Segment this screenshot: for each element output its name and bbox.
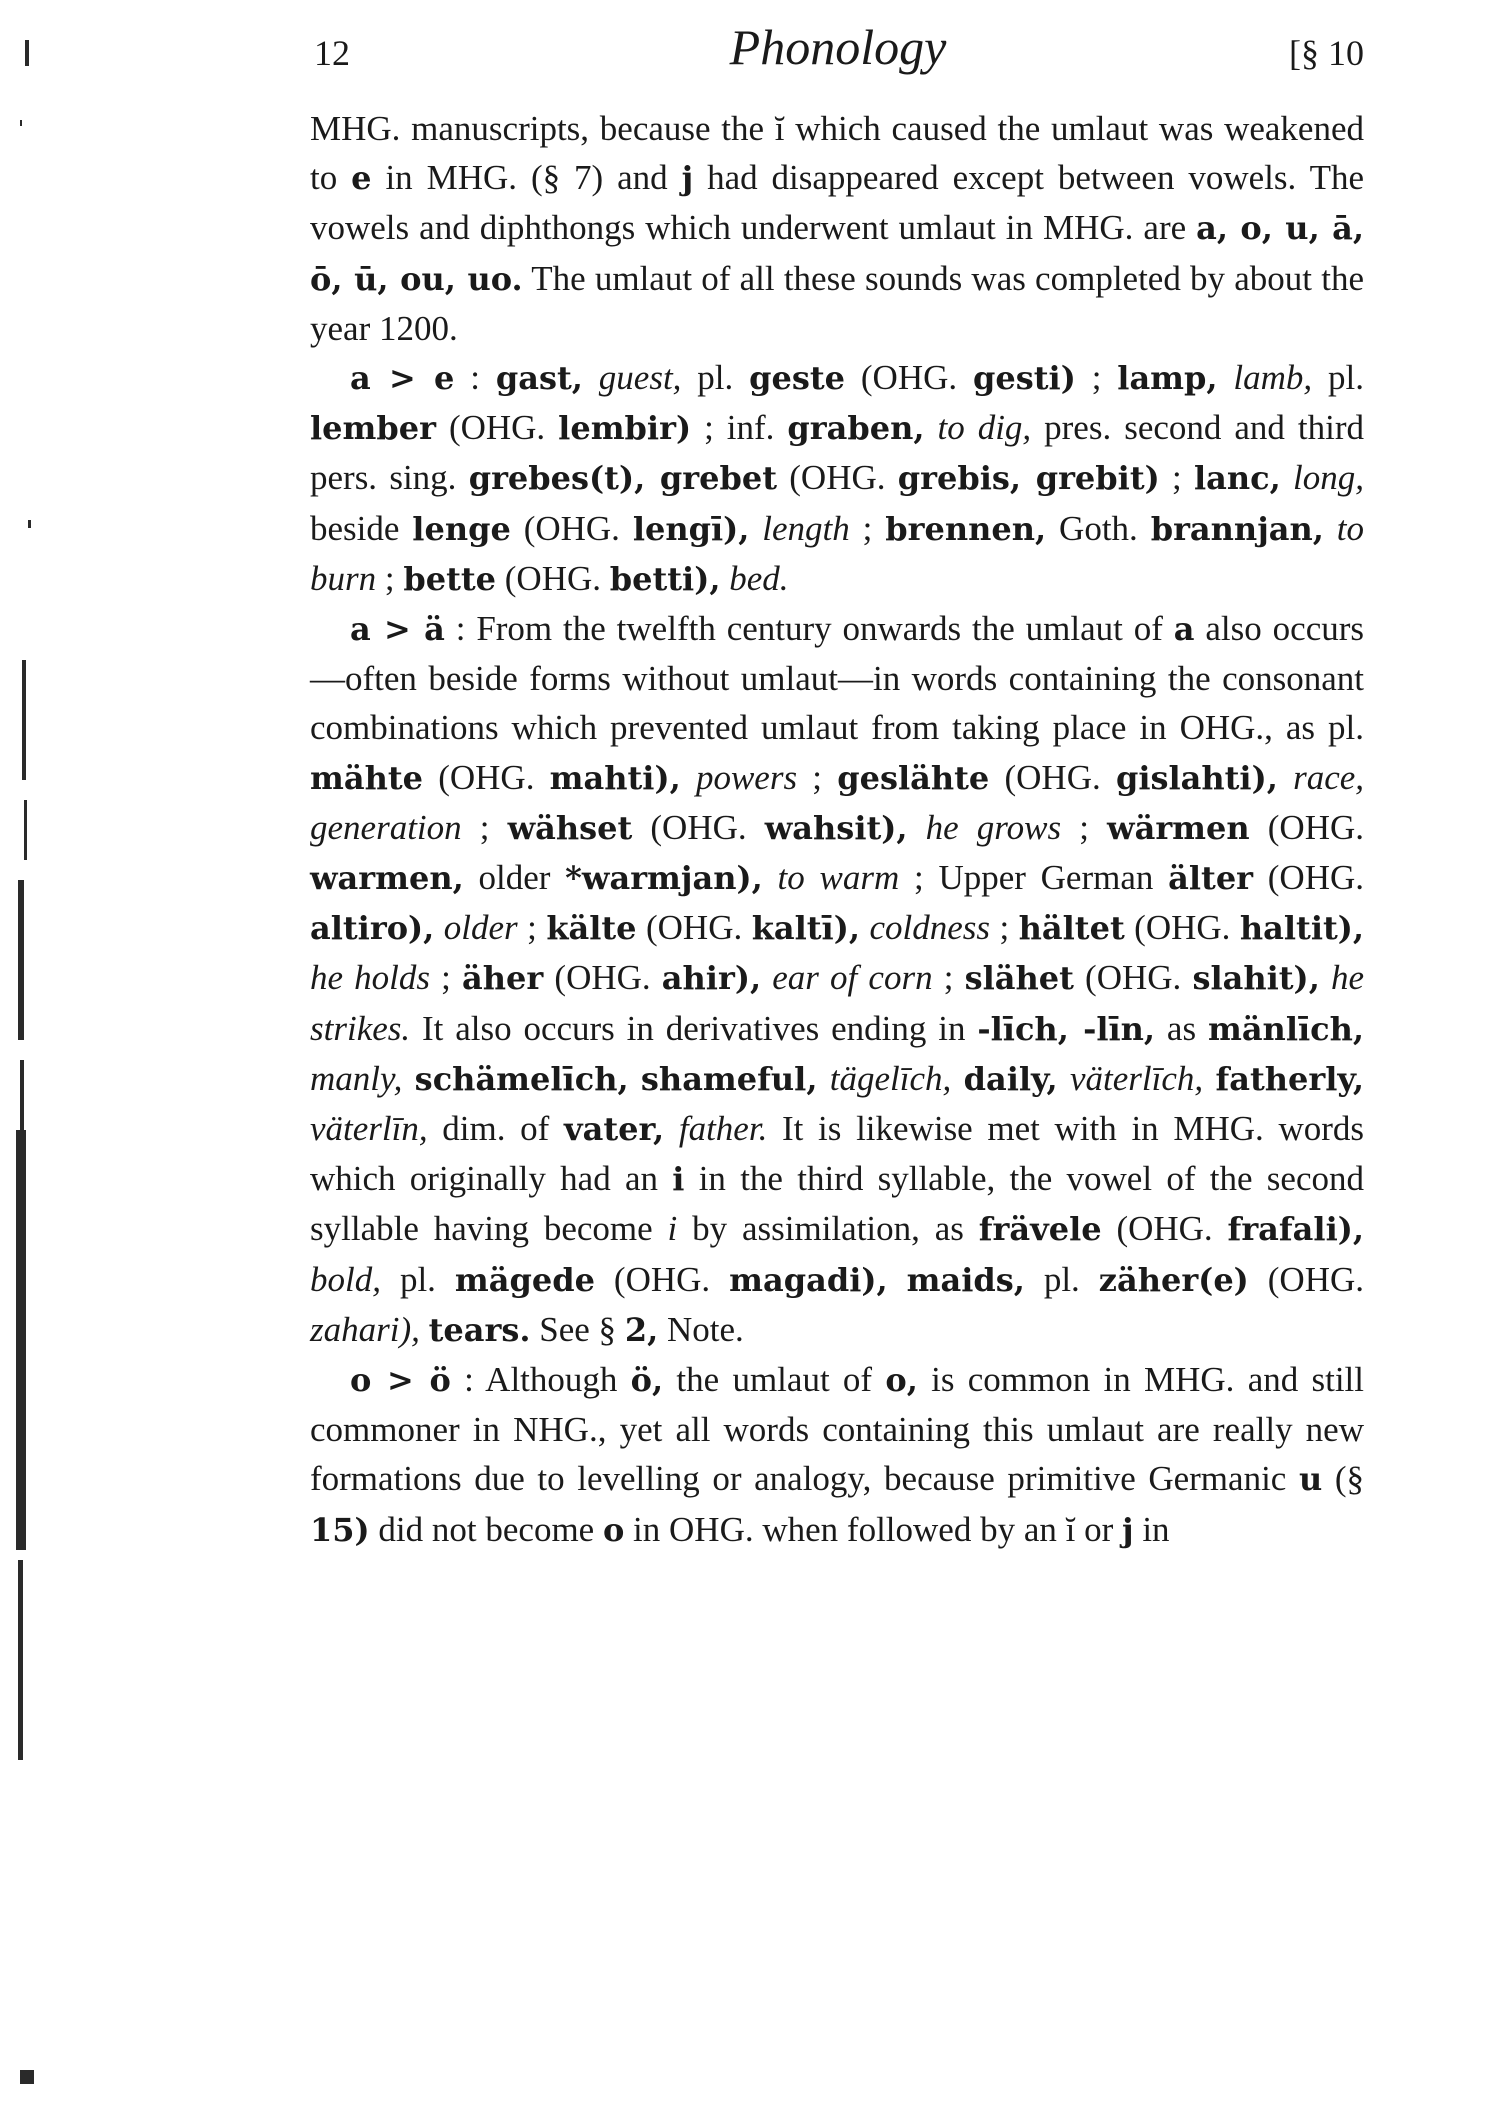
- text-run: magadi),: [729, 1260, 888, 1299]
- text-run: powers: [695, 757, 798, 797]
- text-run: [664, 1109, 679, 1148]
- text-run: [817, 1059, 829, 1098]
- text-run: haltit),: [1239, 909, 1365, 948]
- text-run: :: [454, 358, 496, 398]
- text-run: ;: [1061, 807, 1108, 847]
- text-run: brannjan,: [1150, 509, 1324, 548]
- text-run: grebes(t), grebet: [468, 459, 777, 498]
- text-run: (OHG.: [989, 757, 1116, 797]
- text-run: o: [602, 1510, 625, 1549]
- text-run: mägede: [454, 1260, 595, 1299]
- text-run: -līch, -līn,: [977, 1009, 1156, 1048]
- text-run: pl.: [681, 358, 750, 398]
- text-run: ;: [932, 958, 965, 998]
- text-run: (OHG.: [510, 508, 633, 548]
- text-run: the umlaut of: [663, 1360, 886, 1400]
- text-run: lamp,: [1117, 359, 1218, 398]
- text-run: pres. second and third pers. sing.: [310, 408, 1364, 498]
- text-run: gislahti),: [1115, 758, 1278, 797]
- text-run: mähte: [310, 758, 423, 797]
- text-run: ;: [1159, 458, 1194, 498]
- text-run: a > ä: [350, 610, 445, 649]
- text-run: gesti): [973, 359, 1076, 398]
- text-run: kälte: [546, 909, 637, 948]
- text-run: did not become: [369, 1509, 603, 1549]
- text-run: length: [762, 508, 850, 548]
- text-run: The umlaut of all these sounds was completed by about the year 1200.: [310, 258, 1364, 348]
- text-run: [1278, 758, 1293, 797]
- scan-margin-marks: [0, 0, 60, 2097]
- text-run: (OHG.: [435, 408, 559, 448]
- text-run: (OHG.: [845, 358, 973, 398]
- running-title: Phonology: [729, 19, 947, 75]
- page-number: 12: [314, 33, 350, 73]
- text-run: [888, 1260, 907, 1299]
- text-run: MHG. manuscripts, because the ĭ which caused the umlaut was weakened to: [310, 109, 1364, 198]
- text-run: [1320, 958, 1331, 997]
- text-run: is common in MHG. and still commoner in NHG., yet all words containing this umlaut are really new formations due to levelling or analogy, because primitive Germanic: [310, 1360, 1365, 1499]
- text-run: frafali),: [1227, 1210, 1364, 1249]
- text-run: 15): [310, 1510, 370, 1549]
- text-run: had disappeared except between vowels. The vowels and diphthongs which underwent umlaut in MHG. are: [310, 158, 1364, 248]
- text-run: (OHG.: [543, 958, 662, 998]
- text-run: ;: [376, 558, 404, 598]
- text-run: slahit),: [1192, 959, 1320, 998]
- text-run: i: [667, 1209, 678, 1249]
- text-run: ahir),: [661, 959, 762, 998]
- text-run: a > e: [350, 359, 455, 398]
- text-run: geste: [749, 359, 846, 398]
- text-run: gast,: [495, 359, 583, 398]
- body-text: [310, 104, 1364, 1555]
- text-run: ;: [461, 807, 508, 847]
- paragraph-a-to-e: [310, 353, 1364, 604]
- paragraph-a-to-ae: [310, 604, 1364, 1355]
- text-run: (OHG.: [1248, 1259, 1365, 1299]
- text-run: [749, 509, 762, 548]
- text-run: [1218, 358, 1234, 397]
- text-run: lengī),: [632, 509, 750, 548]
- text-run: (OHG.: [496, 558, 610, 598]
- text-run: zahari),: [310, 1309, 420, 1349]
- text-run: frävele: [978, 1210, 1102, 1249]
- text-run: [763, 858, 778, 897]
- text-run: [720, 559, 729, 598]
- text-run: o > ö: [350, 1361, 451, 1400]
- text-run: manly,: [310, 1058, 403, 1098]
- text-run: Goth.: [1046, 508, 1151, 548]
- text-run: tears.: [428, 1310, 531, 1349]
- text-run: lembir): [558, 409, 692, 448]
- text-run: (OHG.: [1101, 1209, 1228, 1249]
- text-run: mahti),: [549, 758, 681, 797]
- text-run: to warm: [777, 858, 900, 898]
- text-run: brennen,: [885, 509, 1047, 548]
- text-run: It is likewise met with in MHG. words which originally had an: [310, 1109, 1365, 1199]
- text-run: by assimilation, as: [677, 1209, 979, 1249]
- section-reference: [§ 10: [1289, 33, 1364, 73]
- text-run: (OHG.: [1073, 958, 1193, 998]
- text-run: Note.: [658, 1309, 744, 1349]
- text-run: (OHG.: [1249, 807, 1364, 847]
- text-run: e: [351, 159, 372, 198]
- text-run: to dig,: [937, 408, 1032, 448]
- text-run: coldness: [869, 908, 990, 948]
- text-run: (OHG.: [423, 757, 550, 797]
- text-run: ; Upper German: [899, 858, 1169, 898]
- paragraph-umlaut-intro: [310, 104, 1364, 353]
- text-run: guest,: [598, 358, 682, 398]
- text-run: he grows: [925, 807, 1062, 847]
- text-run: maids,: [906, 1260, 1025, 1299]
- text-run: grebis, grebit): [897, 459, 1160, 498]
- text-run: lamb,: [1233, 358, 1313, 398]
- text-run: [1203, 1059, 1215, 1098]
- text-run: as: [1155, 1008, 1208, 1048]
- text-run: (OHG.: [636, 908, 752, 948]
- text-run: slähet: [964, 959, 1074, 998]
- text-run: dim. of: [427, 1109, 565, 1149]
- text-run: geslähte: [837, 758, 990, 797]
- text-run: kaltī),: [751, 909, 860, 948]
- text-run: ;: [797, 757, 838, 797]
- text-run: (OHG.: [594, 1259, 730, 1299]
- text-run: (OHG.: [777, 458, 898, 498]
- text-run: j: [1122, 1510, 1134, 1549]
- text-run: pl.: [1312, 358, 1365, 398]
- text-run: : Although: [450, 1360, 631, 1400]
- text-run: : From the twelfth century onwards the umlaut of: [444, 609, 1174, 649]
- text-run: ;: [989, 908, 1019, 948]
- text-run: lenge: [412, 509, 511, 548]
- text-run: older: [443, 908, 518, 948]
- text-run: warmen,: [310, 859, 464, 898]
- text-run: [1281, 458, 1293, 497]
- text-run: [1058, 1059, 1070, 1098]
- text-run: o,: [885, 1361, 918, 1400]
- text-run: lember: [310, 409, 436, 448]
- text-run: vater,: [564, 1110, 665, 1149]
- text-run: tägelīch,: [829, 1058, 952, 1098]
- text-run: fatherly,: [1215, 1059, 1365, 1098]
- text-run: (§: [1322, 1459, 1364, 1499]
- text-run: (OHG.: [1253, 858, 1365, 898]
- text-run: äher: [462, 959, 544, 998]
- text-run: [434, 908, 443, 947]
- text-run: pl.: [1024, 1259, 1099, 1299]
- text-run: race, generation: [310, 757, 1365, 847]
- text-run: [908, 808, 926, 847]
- text-run: It also occurs in derivatives ending in: [410, 1008, 978, 1048]
- text-run: also occurs—often beside forms without umlaut—in words containing the consonant combinations which prevented umlaut from taking place in OHG., as pl.: [310, 609, 1365, 748]
- text-run: u: [1298, 1460, 1323, 1499]
- text-run: ;: [517, 908, 547, 948]
- text-run: 2,: [624, 1310, 659, 1349]
- text-run: [681, 758, 696, 797]
- text-run: betti),: [609, 559, 721, 598]
- text-run: *warmjan),: [565, 859, 763, 898]
- text-run: bold,: [310, 1259, 381, 1299]
- text-run: [925, 408, 938, 447]
- text-run: lanc,: [1194, 459, 1281, 498]
- text-run: daily,: [963, 1059, 1058, 1098]
- paragraph-o-to-oe: [310, 1355, 1364, 1555]
- text-run: to burn: [310, 508, 1365, 598]
- text-run: [420, 1310, 429, 1349]
- text-run: ;: [1075, 358, 1118, 398]
- text-run: pl.: [380, 1259, 455, 1299]
- text-run: älter: [1168, 859, 1254, 898]
- text-run: (OHG.: [632, 807, 765, 847]
- text-run: [951, 1059, 963, 1098]
- text-run: a, o, u, ā, ō, ū, ou, uo.: [310, 209, 1364, 298]
- text-run: in the third syllable, the vowel of the second syllable having become: [310, 1159, 1364, 1249]
- text-run: he holds: [310, 958, 431, 998]
- text-run: bette: [403, 559, 497, 598]
- text-run: in OHG. when followed by an ĭ or: [624, 1509, 1122, 1549]
- text-run: ;: [849, 508, 886, 548]
- page-header: [312, 18, 1364, 78]
- text-run: [402, 1059, 414, 1098]
- text-run: See §: [530, 1309, 625, 1349]
- text-run: [629, 1059, 641, 1098]
- text-run: in: [1133, 1509, 1170, 1549]
- text-run: long,: [1293, 458, 1365, 498]
- text-run: zäher(e): [1098, 1260, 1249, 1299]
- text-run: he strikes.: [310, 958, 1365, 1048]
- text-run: ö,: [630, 1361, 664, 1400]
- text-run: [1324, 509, 1337, 548]
- text-run: j: [681, 159, 694, 198]
- text-run: father.: [678, 1109, 768, 1149]
- text-run: väterlīn,: [310, 1109, 428, 1149]
- text-run: shameful,: [640, 1059, 818, 1098]
- text-run: ear of corn: [772, 958, 933, 998]
- text-run: wärmen: [1107, 808, 1250, 847]
- text-run: a: [1173, 610, 1195, 649]
- text-run: i: [672, 1160, 685, 1199]
- text-run: wähset: [507, 808, 633, 847]
- text-run: schämelīch,: [414, 1059, 629, 1098]
- text-run: väterlīch,: [1070, 1058, 1204, 1098]
- text-run: ; inf.: [691, 408, 788, 448]
- text-run: altiro),: [310, 909, 435, 948]
- text-run: [761, 958, 772, 997]
- text-run: graben,: [787, 409, 925, 448]
- text-run: hältet: [1018, 909, 1125, 948]
- text-run: beside: [310, 508, 413, 548]
- text-run: ;: [430, 958, 463, 998]
- text-run: wahsit),: [764, 808, 908, 847]
- text-run: (OHG.: [1124, 908, 1240, 948]
- text-run: older: [463, 858, 566, 898]
- text-run: mänlīch,: [1207, 1009, 1365, 1048]
- text-run: bed.: [729, 558, 789, 598]
- text-run: in MHG. (§ 7) and: [371, 158, 682, 198]
- text-run: [583, 358, 599, 397]
